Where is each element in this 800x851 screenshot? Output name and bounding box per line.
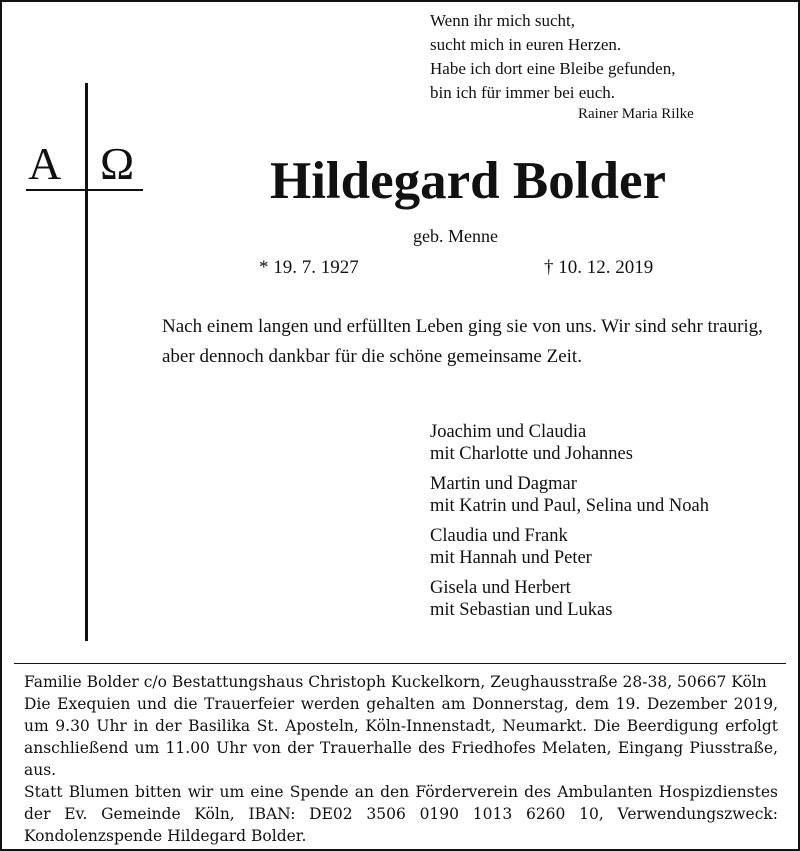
mourner-children: mit Katrin und Paul, Selina und Noah bbox=[430, 496, 710, 516]
mourner-names: Gisela und Herbert bbox=[430, 578, 571, 598]
poem-line: bin ich für immer bei euch. bbox=[430, 83, 616, 102]
mourner-group bbox=[430, 421, 709, 465]
poem-line: Habe ich dort eine Bleibe gefunden, bbox=[430, 59, 676, 78]
footer bbox=[24, 671, 778, 847]
funeral-home-address: Familie Bolder c/o Bestattungshaus Christoph Kuckelkorn, Zeughausstraße 28-38, 50667 Köln bbox=[24, 673, 767, 691]
poem-line: sucht mich in euren Herzen. bbox=[430, 35, 622, 54]
mourner-names: Claudia und Frank bbox=[430, 526, 568, 546]
mourner-group bbox=[430, 525, 709, 569]
omega-symbol: Ω bbox=[100, 138, 135, 189]
mourner-group bbox=[430, 473, 709, 517]
mourner-names: Martin und Dagmar bbox=[430, 474, 577, 494]
mourner-group bbox=[430, 577, 709, 621]
mourner-children: mit Hannah und Peter bbox=[430, 548, 592, 568]
mourner-children: mit Charlotte und Johannes bbox=[430, 444, 633, 464]
mourners-list bbox=[430, 421, 709, 629]
deceased-name: Hildegard Bolder bbox=[269, 152, 667, 210]
poem-author: Rainer Maria Rilke bbox=[578, 106, 694, 122]
death-date: † 10. 12. 2019 bbox=[544, 257, 654, 278]
divider bbox=[14, 663, 786, 664]
mourner-names: Joachim und Claudia bbox=[430, 422, 587, 442]
condolence-message: Nach einem langen und erfüllten Leben ging sie von uns. Wir sind sehr traurig, aber dennoch dankbar für die schöne gemeinsame Zeit. bbox=[162, 316, 763, 367]
ceremony-details: Die Exequien und die Trauerfeier werden gehalten am Donnerstag, dem 19. Dezember 2019, um 9.30 Uhr in der Basilika St. Aposteln, Köln-Innenstadt, Neumarkt. Die Beerdigung erfolgt anschließend um 11.00 Uhr von der Trauerhalle des Friedhofes Melaten, Eingang Piusstraße, aus. bbox=[24, 695, 778, 779]
birth-name: geb. Menne bbox=[413, 226, 498, 246]
poem bbox=[430, 9, 675, 105]
donation-request: Statt Blumen bitten wir um eine Spende an den Förderverein des Ambulanten Hospizdienstes der Ev. Gemeinde Köln, IBAN: DE02 3506 0190 1013 6260 10, Verwendungszweck: Kondolenzspende Hildegard Bolder. bbox=[24, 783, 778, 845]
alpha-symbol: A bbox=[28, 138, 62, 189]
poem-line: Wenn ihr mich sucht, bbox=[430, 11, 575, 30]
birth-date: * 19. 7. 1927 bbox=[259, 257, 359, 278]
mourner-children: mit Sebastian und Lukas bbox=[430, 600, 613, 620]
